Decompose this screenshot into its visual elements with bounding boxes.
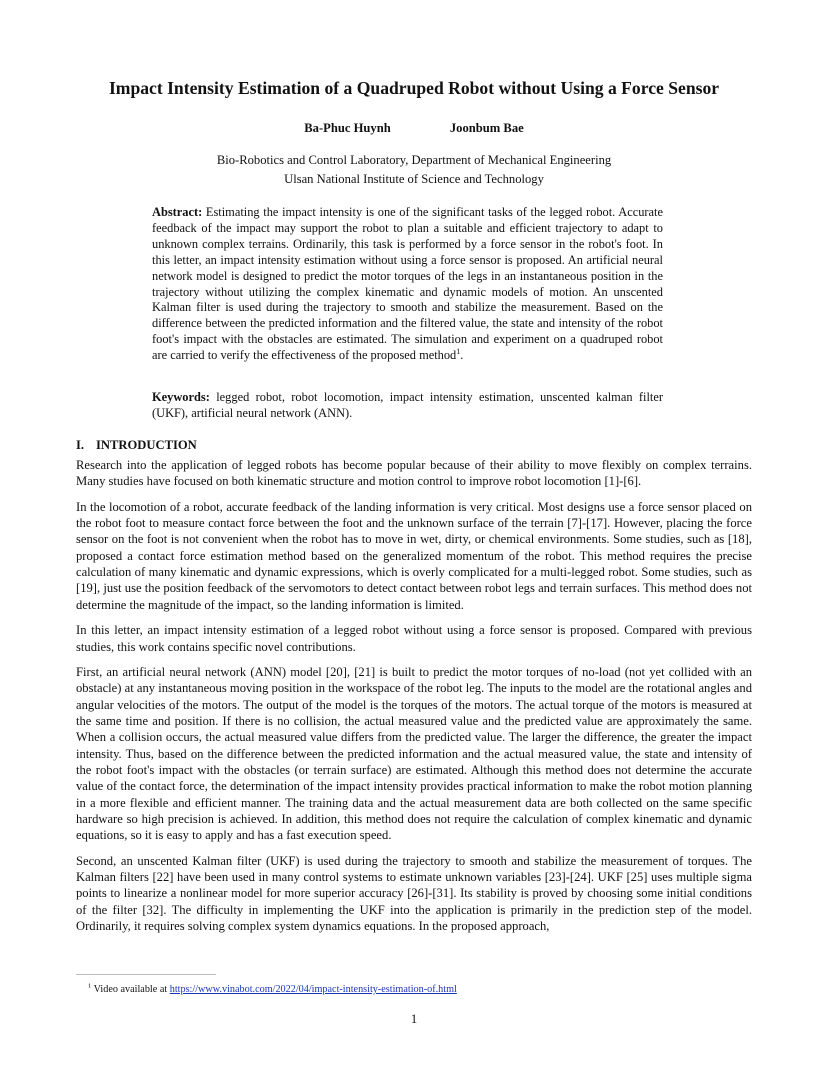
video-link[interactable]: https://www.vinabot.com/2022/04/impact-intensity-estimation-of.html — [169, 984, 457, 995]
author-name: Joonbum Bae — [449, 121, 524, 135]
author-name: Ba-Phuc Huynh — [304, 121, 391, 135]
section-title: INTRODUCTION — [96, 438, 197, 452]
footnote — [88, 983, 457, 996]
footnote-number: 1 — [88, 982, 92, 990]
section-heading — [76, 437, 197, 453]
body-text — [76, 457, 752, 944]
affiliation — [0, 151, 828, 189]
abstract-end: . — [460, 348, 464, 363]
paragraph: Second, an unscented Kalman filter (UKF) is used during the trajectory to smooth and stabilize the measurement of torques. The Kalman filters [22] have been used in many control systems to estimate unknown variables [23]-[24]. UKF [25] uses multiple sigma points to linearize a nonlinear model for more superior accuracy [26]-[31]. Its stability is proved by choosing some initial conditions of the filter [32]. The difficulty in implementing the UKF into the application is primarily in the prediction step of the model. Ordinarily, it requires solving complex system dynamics equations. In the proposed approach, — [76, 853, 752, 933]
paper-title: Impact Intensity Estimation of a Quadruped Robot without Using a Force Sensor — [108, 78, 720, 98]
affiliation-line: Ulsan National Institute of Science and Technology — [284, 172, 544, 186]
abstract — [152, 205, 663, 364]
footnote-marker[interactable]: 1 — [456, 347, 461, 357]
keywords-label: Keywords: — [152, 390, 210, 404]
paragraph: In the locomotion of a robot, accurate feedback of the landing information is very critical. Most designs use a force sensor placed on the robot foot to measure contact force between the foot and the unknown surface of the terrain [7]-[17]. However, placing the force sensor on the foot is not convenient when the robot has to move in wet, dirty, or chemical environments. Some studies, such as [18], proposed a contact force estimation method based on the generalized momentum of the robot. This method requires the precise calculation of many kinematic and dynamic expressions, which is overly complicated for a multi-legged robot. Some studies, such as [19], just use the position feedback of the servomotors to detect contact between robot legs and terrain surfaces. This method does not determine the magnitude of the impact, so the landing information is limited. — [76, 499, 752, 612]
abstract-text: Estimating the impact intensity is one of the significant tasks of the legged robot. Accurate feedback of the impact may support the robot to plan a suitable and efficient trajectory to adapt to unknown complex terrains. Ordinarily, this task is performed by a force sensor in the robot's foot. In this letter, an impact intensity estimation without using a force sensor is proposed. An artificial neural network model is designed to predict the motor torques of the legs in an instantaneous position in the trajectory without utilizing the complex kinematic and dynamic models of motion. An unscented Kalman filter is used during the trajectory to smooth and stabilize the measurement. Based on the difference between the predicted information and the filtered value, the state and intensity of the robot foot's impact with the obstacles are estimated. The simulation and experiment on a quadruped robot are carried to verify the effectiveness of the proposed method — [152, 205, 663, 363]
author-list — [0, 120, 828, 136]
keywords-text: legged robot, robot locomotion, impact intensity estimation, unscented kalman filter (UKF), artificial neural network (ANN). — [152, 390, 663, 420]
section-number: I. — [76, 438, 85, 452]
footnote-divider — [76, 974, 216, 975]
keywords — [152, 390, 663, 422]
paragraph: Research into the application of legged robots has become popular because of their ability to move flexibly on complex terrains. Many studies have focused on both kinematic structure and motion control to improve robot locomotion [1]-[6]. — [76, 458, 752, 489]
paragraph: First, an artificial neural network (ANN) model [20], [21] is built to predict the motor torques of no-load (not yet collided with an obstacle) at any instantaneous moving position in the workspace of the robot leg. The inputs to the model are the rotational angles and angular velocities of the motors. The output of the model is the torques of the motors. The actual torque of the motors is measured at the same time and position. If there is no collision, the actual measured value and the predicted value are approximately the same. When a collision occurs, the actual measured value differs from the predicted value. The larger the difference, the greater the impact intensity. Thus, based on the difference between the predicted information and the actual measured value, the state and intensity of the robot foot's impact with the obstacles (or terrain surface) are estimated. Although this method does not determine the accurate value of the contact force, the determination of the impact intensity provides practical information to make the robot motion planning in a more flexible and efficient manner. The training data and the actual measurement data are both collected on the same specific hardware so high precision is achieved. In addition, this method does not require the calculation of complex kinematic and dynamic equations, so it is easy to apply and has a fast execution speed. — [76, 665, 752, 843]
paragraph: In this letter, an impact intensity estimation of a legged robot without using a force sensor is proposed. Compared with previous studies, this work contains specific novel contributions. — [76, 623, 752, 654]
footnote-text: Video available at — [91, 984, 170, 995]
abstract-label: Abstract: — [152, 205, 203, 219]
affiliation-line: Bio-Robotics and Control Laboratory, Department of Mechanical Engineering — [216, 153, 612, 167]
page-number: 1 — [410, 1012, 418, 1026]
